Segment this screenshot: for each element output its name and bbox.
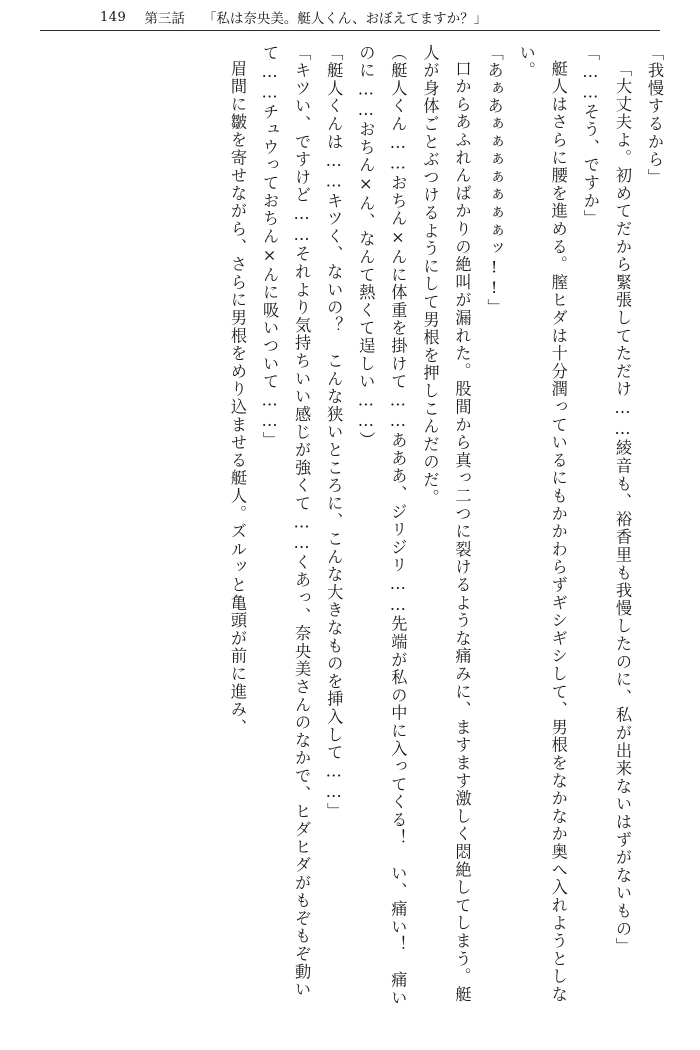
chapter-label: 第三話 <box>144 11 185 27</box>
vertical-text-block <box>30 44 670 1019</box>
header-divider <box>40 30 660 31</box>
paragraph: 「艇人くんは……キツく、ないの？ こんな狭いところに、こんな大きなものを挿入して……」 <box>324 44 344 821</box>
page-header <box>0 0 700 34</box>
paragraph: 眉間に皺を寄せながら、さらに男根をめり込ませる艇人。ズルッと亀頭が前に進み、 <box>227 60 247 737</box>
running-head <box>100 7 487 27</box>
paragraph: 「あぁあぁぁぁぁぁぁぁッ!!」 <box>484 44 504 317</box>
paragraph: （艇人くん……おちん×んに体重を掛けて……あああ、ジリジリ……先端が私の中に入ってくる！ い、痛い！ 痛いのに……おちん×ん、なんて熱くて逞しい……） <box>356 44 408 1007</box>
paragraph: 「……そう、ですか」 <box>580 44 600 228</box>
paragraph: 「大丈夫よ。初めてだから緊張してただけ……綾音も、裕香里も我慢したのに、私が出来ないはずがないもの」 <box>612 60 632 956</box>
chapter-title: 「私は奈央美。艇人くん、おぼえてますか？」 <box>202 11 488 27</box>
paragraph: 「キツい、ですけど……それより気持ちいい感じが強くて……くあっ、奈央美さんのなかで、ヒダヒダがもぞもぞ動いて……チュウっておちん×んに吸いついて……」 <box>260 44 312 999</box>
paragraph: 艇人はさらに腰を進める。膣ヒダは十分潤っているにもかかわらずギシギシして、男根をなかなか奥へ入れようとしない。 <box>516 44 568 1004</box>
page-number: 149 <box>100 9 127 25</box>
paragraph: 「我慢するから」 <box>645 44 664 187</box>
paragraph: 口からあふれんばかりの絶叫が漏れた。股間から真っ二つに裂けるような痛みに、ますます激しく悶絶してしまう。艇人が身体ごとぶつけるようにして男根を押しこんだのだ。 <box>420 44 472 1004</box>
page-body <box>30 44 670 1024</box>
